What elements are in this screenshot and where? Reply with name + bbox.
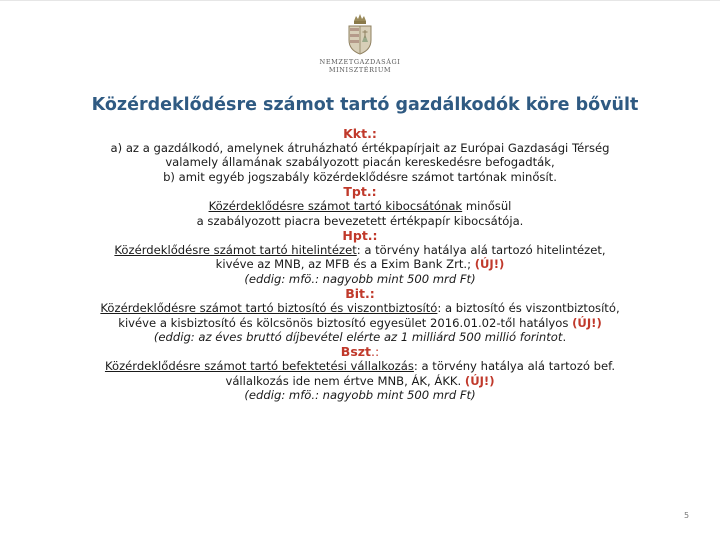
- hpt-line-2-text: kivéve az MNB, az MFB és a Exim Bank Zrt.;: [215, 257, 475, 272]
- bszt-note: (eddig: mfö.: nagyobb mint 500 mrd Ft): [244, 388, 476, 403]
- bit-rest: : a biztosító és viszontbiztosító,: [437, 301, 620, 316]
- bszt-heading-end: .:: [371, 344, 380, 360]
- bszt-heading: Bszt: [340, 344, 372, 360]
- bit-term: Közérdeklődésre számot tartó biztosító és viszontbiztosító: [100, 301, 438, 316]
- slide-content: [40, 126, 680, 403]
- logo-line-1: NEMZETGAZDASÁGI: [319, 58, 401, 66]
- tpt-heading: Tpt.:: [343, 184, 377, 200]
- kkt-heading: Kkt.:: [343, 126, 377, 141]
- hpt-new-badge: (ÚJ!): [474, 257, 505, 272]
- logo-line-2: MINISZTÉRIUM: [328, 66, 392, 74]
- kkt-line-3: b) amit egyéb jogszabály közérdeklődésre számot tartónak minősít.: [163, 169, 557, 184]
- bszt-line-1: [40, 359, 680, 373]
- kkt-line-2: valamely államának szabályozott piacán kereskedésre befogadták,: [165, 155, 555, 170]
- hpt-rest: : a törvény hatálya alá tartozó hitelintézet,: [356, 243, 606, 258]
- tpt-line-1: [40, 199, 680, 213]
- bszt-heading-line: [40, 344, 680, 359]
- bit-line-1: [40, 301, 680, 315]
- hpt-term: Közérdeklődésre számot tartó hitelintézet: [114, 243, 357, 258]
- bit-note: (eddig: az éves bruttó díjbevétel elérte az 1 milliárd 500 millió forintot: [153, 330, 563, 345]
- bszt-new-badge: (ÚJ!): [464, 373, 495, 388]
- bit-line-2: [40, 316, 680, 330]
- bit-line-2-text: kivéve a kisbiztosító és kölcsönös biztosító egyesület 2016.01.02-től hatályos: [118, 315, 573, 330]
- tpt-term: Közérdeklődésre számot tartó kibocsátónak: [208, 199, 463, 214]
- bszt-line-2-text: vállalkozás ide nem értve MNB, ÁK, ÁKK.: [225, 373, 465, 388]
- bit-heading: Bit.:: [345, 286, 375, 302]
- page-number: 5: [684, 511, 690, 520]
- tpt-rest: minősül: [462, 199, 512, 214]
- bit-note-line: [40, 330, 680, 344]
- page-title: Közérdeklődésre számot tartó gazdálkodók köre bővült: [91, 95, 639, 115]
- hpt-line-1: [40, 243, 680, 257]
- ministry-logo: [318, 12, 402, 74]
- bszt-line-2: [40, 374, 680, 388]
- bit-note-end: .: [562, 330, 567, 345]
- bit-new-badge: (ÚJ!): [572, 315, 602, 330]
- kkt-line-1: a) az a gazdálkodó, amelynek átruházható értékpapírjait az Európai Gazdasági Térség: [110, 141, 610, 155]
- tpt-line-2: a szabályozott piacra bevezetett értékpapír kibocsátója.: [196, 213, 524, 228]
- top-border: [0, 0, 720, 1]
- hpt-heading: Hpt.:: [342, 228, 378, 244]
- hpt-note: (eddig: mfö.: nagyobb mint 500 mrd Ft): [244, 271, 476, 286]
- hpt-line-2: [40, 257, 680, 271]
- bszt-rest: : a törvény hatálya alá tartozó bef.: [413, 359, 616, 374]
- bszt-term: Közérdeklődésre számot tartó befektetési vállalkozás: [104, 359, 414, 374]
- coat-of-arms-icon: [345, 12, 375, 56]
